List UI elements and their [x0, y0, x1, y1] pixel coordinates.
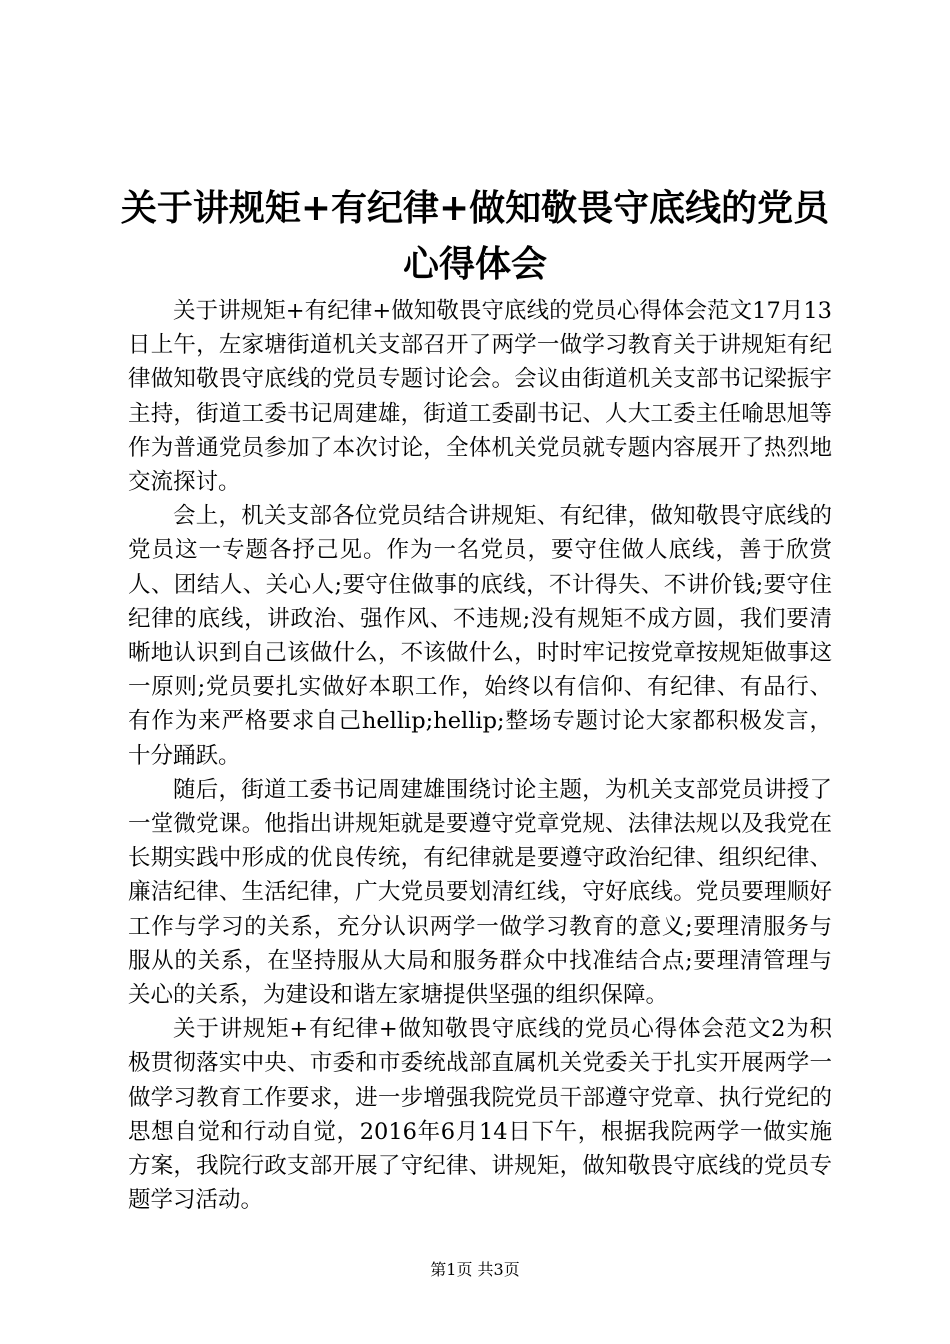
body-paragraph: 随后，街道工委书记周建雄围绕讨论主题，为机关支部党员讲授了一堂微党课。他指出讲规矩就是要遵守党章党规、法律法规以及我党在长期实践中形成的优良传统，有纪律就是要遵守政治纪律、组织纪律、廉洁纪律、生活纪律，广大党员要划清红线，守好底线。党员要理顺好工作与学习的关系，充分认识两学一做学习教育的意义;要理清服务与服从的关系，在坚持服从大局和服务群众中找准结合点;要理清管理与关心的关系，为建设和谐左家塘提供坚强的组织保障。 [128, 776, 832, 1009]
body-paragraph: 会上，机关支部各位党员结合讲规矩、有纪律，做知敬畏守底线的党员这一专题各抒己见。作为一名党员，要守住做人底线，善于欣赏人、团结人、关心人;要守住做事的底线，不计得失、不讲价钱;要守住纪律的底线，讲政治、强作风、不违规;没有规矩不成方圆，我们要清晰地认识到自己该做什么，不该做什么，时时牢记按党章按规矩做事这一原则;党员要扎实做好本职工作，始终以有信仰、有纪律、有品行、有作为来严格要求自己hellip;hellip;整场专题讨论大家都积极发言，十分踊跃。 [128, 503, 832, 769]
document-title: 关于讲规矩+有纪律+做知敬畏守底线的党员心得体会 [120, 187, 830, 285]
page-number-footer: 第1页 共3页 [430, 1260, 520, 1279]
body-paragraph: 关于讲规矩+有纪律+做知敬畏守底线的党员心得体会范文17月13日上午，左家塘街道机关支部召开了两学一做学习教育关于讲规矩有纪律做知敬畏守底线的党员专题讨论会。会议由街道机关支部书记梁振宇主持，街道工委书记周建雄，街道工委副书记、人大工委主任喻思旭等作为普通党员参加了本次讨论，全体机关党员就专题内容展开了热烈地交流探讨。 [128, 298, 832, 496]
body-paragraph: 关于讲规矩+有纪律+做知敬畏守底线的党员心得体会范文2为积极贯彻落实中央、市委和市委统战部直属机关党委关于扎实开展两学一做学习教育工作要求，进一步增强我院党员干部遵守党章、执行党纪的思想自觉和行动自觉，2016年6月14日下午，根据我院两学一做实施方案，我院行政支部开展了守纪律、讲规矩，做知敬畏守底线的党员专题学习活动。 [128, 1016, 832, 1214]
document-body [128, 294, 832, 1217]
